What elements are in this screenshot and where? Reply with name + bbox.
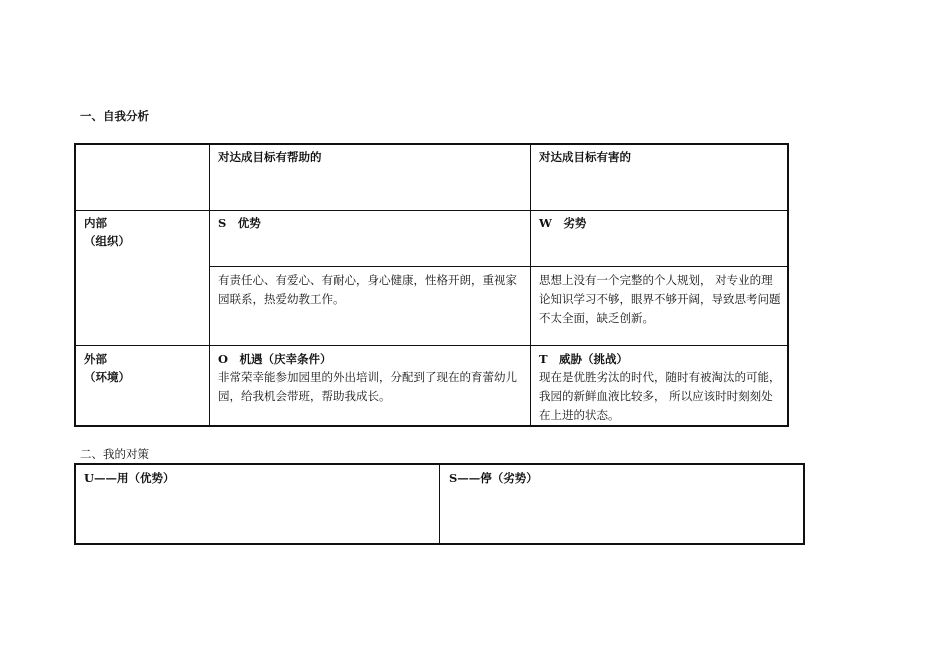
weakness-title: W 劣势 bbox=[539, 216, 587, 230]
table-divider-col1 bbox=[209, 144, 210, 426]
section-title-self-analysis: 一、自我分析 bbox=[80, 109, 149, 123]
table-divider-row-sub bbox=[210, 266, 787, 267]
opportunity-title: O 机遇（庆幸条件） bbox=[218, 352, 332, 366]
header-helpful: 对达成目标有帮助的 bbox=[218, 150, 322, 164]
stop-weakness-title: S——停（劣势） bbox=[449, 471, 538, 485]
header-harmful: 对达成目标有害的 bbox=[539, 150, 631, 164]
threat-title: T 威胁（挑战） bbox=[539, 352, 629, 366]
row-label-external-env: （环境） bbox=[84, 370, 130, 384]
strategy-table-divider bbox=[439, 464, 440, 544]
threat-text: 现在是优胜劣汰的时代，随时有被淘汰的可能，我园的新鲜血液比较多， 所以应该时时刻刻处在上进的状态。 bbox=[539, 370, 781, 422]
weakness-text: 思想上没有一个完整的个人规划， 对专业的理论知识学习不够，眼界不够开阔，导致思考问题不太全面，缺乏创新。 bbox=[539, 273, 781, 325]
strength-title: S 优势 bbox=[218, 216, 261, 230]
table-divider-col2 bbox=[530, 144, 531, 426]
section-title-my-strategy: 二、我的对策 bbox=[80, 447, 149, 461]
use-strength-title: U——用（优势） bbox=[84, 471, 175, 485]
row-label-internal-org: （组织） bbox=[84, 234, 130, 248]
table-divider-row2 bbox=[75, 345, 787, 346]
table-bottom-tail bbox=[74, 425, 210, 427]
row-label-internal: 内部 bbox=[84, 216, 107, 230]
opportunity-text: 非常荣幸能参加园里的外出培训，分配到了现在的育蕾幼儿园，给我机会带班，帮助我成长。 bbox=[218, 370, 517, 403]
row-label-external: 外部 bbox=[84, 352, 107, 366]
table-divider-row1 bbox=[75, 210, 787, 211]
strength-text: 有责任心、有爱心、有耐心，身心健康，性格开朗，重视家园联系，热爱幼教工作。 bbox=[218, 273, 517, 306]
